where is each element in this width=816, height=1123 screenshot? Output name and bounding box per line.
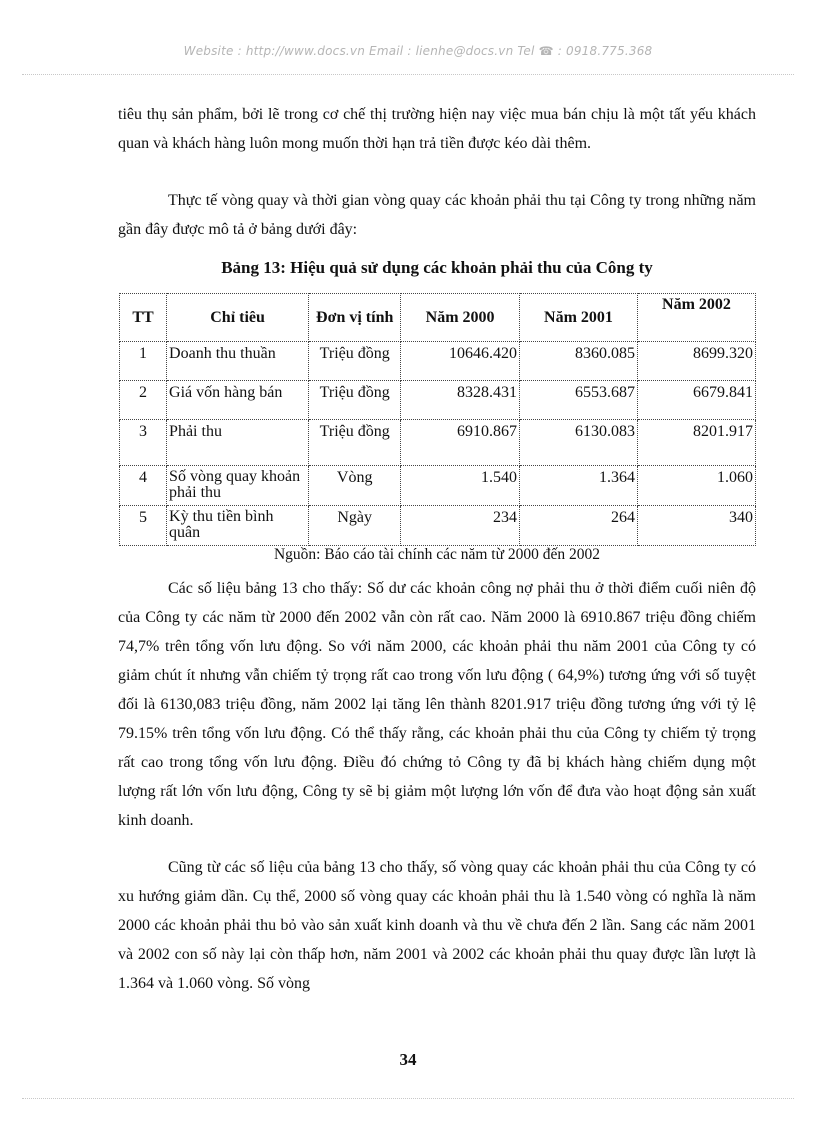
- table-header-row: [120, 294, 756, 342]
- cell-name: Phải thu: [167, 420, 309, 466]
- cell-2001: 264: [519, 506, 637, 546]
- cell-tt: 2: [120, 381, 167, 420]
- header-unit: Đơn vị tính: [309, 294, 401, 342]
- cell-2002: 1.060: [637, 466, 755, 506]
- cell-tt: 5: [120, 506, 167, 546]
- paragraph-4: Cũng từ các số liệu của bảng 13 cho thấy, số vòng quay các khoản phải thu của Công ty có xu hướng giảm dần. Cụ thể, 2000 số vòng quay các khoản phải thu là 1.540 vòng có nghĩa là năm 2000 các khoản phải thu bỏ vào sản xuất kinh doanh và thu về chưa đến 2 lần. Sang các năm 2001 và 2002 con số này lại còn thấp hơn, năm 2001 và 2002 các khoản phải thu quay được lần lượt là 1.364 và 1.060 vòng. Số vòng: [118, 859, 756, 992]
- table-source: Nguồn: Báo cáo tài chính các năm từ 2000 đến 2002: [273, 546, 601, 563]
- cell-unit: Triệu đồng: [309, 381, 401, 420]
- cell-2002: 340: [637, 506, 755, 546]
- header-tt: TT: [120, 294, 167, 342]
- cell-2000: 6910.867: [401, 420, 520, 466]
- table-row: [120, 466, 756, 506]
- cell-2001: 6553.687: [519, 381, 637, 420]
- cell-2002: 8201.917: [637, 420, 755, 466]
- cell-tt: 3: [120, 420, 167, 466]
- header-2002: Năm 2002: [637, 294, 755, 342]
- table-caption: Bảng 13: Hiệu quả sử dụng các khoản phải thu của Công ty: [221, 258, 653, 277]
- cell-2001: 6130.083: [519, 420, 637, 466]
- header-2000: Năm 2000: [401, 294, 520, 342]
- cell-2002: 6679.841: [637, 381, 755, 420]
- cell-name: Doanh thu thuần: [167, 342, 309, 381]
- page-header: Website : http://www.docs.vn Email : lienhe@docs.vn Tel ☎ : 0918.775.368: [183, 44, 653, 58]
- cell-unit: Vòng: [309, 466, 401, 506]
- cell-tt: 4: [120, 466, 167, 506]
- table-row: [120, 342, 756, 381]
- paragraph-2: Thực tế vòng quay và thời gian vòng quay các khoản phải thu tại Công ty trong những năm gần đây được mô tả ở bảng dưới đây:: [118, 192, 756, 238]
- cell-unit: Triệu đồng: [309, 342, 401, 381]
- cell-tt: 1: [120, 342, 167, 381]
- footer-divider: [22, 1098, 794, 1099]
- cell-name: Số vòng quay khoản phải thu: [167, 466, 309, 506]
- cell-2000: 10646.420: [401, 342, 520, 381]
- cell-2002: 8699.320: [637, 342, 755, 381]
- cell-name: Giá vốn hàng bán: [167, 381, 309, 420]
- table-row: [120, 381, 756, 420]
- paragraph-1: tiêu thụ sản phẩm, bởi lẽ trong cơ chế thị trường hiện nay việc mua bán chịu là một tất yếu khách quan và khách hàng luôn mong muốn thời hạn trả tiền được kéo dài thêm.: [118, 106, 756, 152]
- cell-2001: 8360.085: [519, 342, 637, 381]
- table-row: [120, 420, 756, 466]
- paragraph-3: Các số liệu bảng 13 cho thấy: Số dư các khoản công nợ phải thu ở thời điểm cuối niên độ của Công ty các năm từ 2000 đến 2002 vẫn còn rất cao. Năm 2000 là 6910.867 triệu đồng chiếm 74,7% trên tổng vốn lưu động. So với năm 2000, các khoản phải thu năm 2001 của Công ty có giảm chút ít nhưng vẫn chiếm tỷ trọng rất cao trong vốn lưu động ( 64,9%) tương ứng với số tuyệt đối là 6130,083 triệu đồng, năm 2002 lại tăng lên thành 8201.917 triệu đồng tương ứng với tỷ lệ 79.15% trên tổng vốn lưu động. Có thể thấy rằng, các khoản phải thu của Công ty chiếm tỷ trọng rất cao trong tổng vốn lưu động. Điều đó chứng tỏ Công ty đã bị khách hàng chiếm dụng một lượng rất lớn vốn lưu động, Công ty sẽ bị giảm một lượng lớn vốn để đưa vào hoạt động sản xuất kinh doanh.: [118, 580, 756, 829]
- header-name: Chỉ tiêu: [167, 294, 309, 342]
- cell-2001: 1.364: [519, 466, 637, 506]
- header-2001: Năm 2001: [519, 294, 637, 342]
- cell-2000: 8328.431: [401, 381, 520, 420]
- receivables-table: [119, 293, 756, 546]
- cell-unit: Ngày: [309, 506, 401, 546]
- page-number: 34: [399, 1050, 417, 1069]
- cell-unit: Triệu đồng: [309, 420, 401, 466]
- cell-2000: 1.540: [401, 466, 520, 506]
- header-divider: [22, 74, 794, 75]
- table-row: [120, 506, 756, 546]
- cell-name: Kỳ thu tiền bình quân: [167, 506, 309, 546]
- cell-2000: 234: [401, 506, 520, 546]
